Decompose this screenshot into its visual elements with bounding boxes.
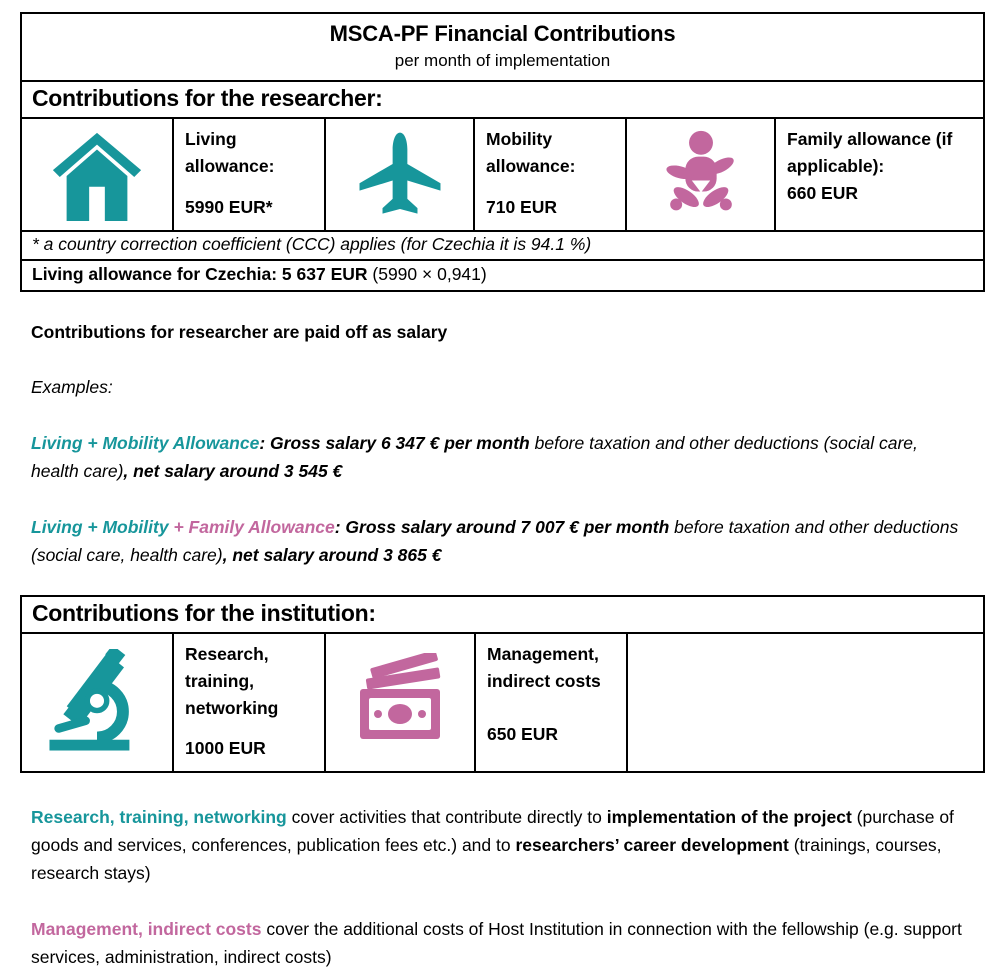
living-allowance-label: Living allowance: [185,129,275,177]
czechia-allowance-calc: (5990 × 0,941) [367,264,487,284]
salary-heading: Contributions for researcher are paid off as salary [31,322,448,342]
banknotes-icon [350,653,450,753]
czechia-allowance-bold: Living allowance for Czechia: 5 637 EUR [32,264,368,284]
salary-section [20,318,970,569]
research-note-r2: (purchase of goods and services, conferences, publication fees etc.) and to [31,807,954,855]
management-icon-cell [324,634,474,771]
house-icon [48,126,146,224]
mobility-allowance-cell [473,119,625,230]
researcher-section-header: Contributions for the researcher: [22,80,983,117]
living-allowance-value: 5990 EUR* [185,196,273,217]
living-allowance-icon-cell [22,119,172,230]
example2-highlight-teal: Living + Mobility [31,517,174,537]
research-note-r1: cover activities that contribute directly to [286,807,607,827]
ccc-footnote: * a country correction coefficient (CCC) applies (for Czechia it is 94.1 %) [22,230,983,259]
table-subtitle: per month of implementation [394,51,611,70]
czechia-allowance-row [22,259,983,290]
management-label: Management, indirect costs [487,644,601,692]
example1-gross: : Gross salary 6 347 € per month [259,433,530,453]
research-value: 1000 EUR [185,737,266,758]
institution-empty-cell [626,634,983,771]
management-cell [474,634,626,771]
plane-icon [354,129,446,221]
research-note-b2: researchers’ career development [515,835,789,855]
research-note-r3: (trainings, courses, research stays) [31,835,942,883]
research-note-highlight: Research, training, networking [31,807,287,827]
research-icon-cell [22,634,172,771]
family-allowance-label: Family allowance (if applicable): [787,129,953,177]
research-label: Research, training, networking [185,644,279,719]
examples-label: Examples: [31,377,113,397]
management-value: 650 EUR [487,724,559,745]
example1-net: , net salary around 3 545 € [123,461,343,481]
mobility-allowance-icon-cell [324,119,473,230]
example1-highlight: Living + Mobility Allowance [31,433,260,453]
example-living-mobility-family [31,513,970,569]
example2-net: , net salary around 3 865 € [222,545,442,565]
mobility-allowance-value: 710 EUR [486,196,558,217]
researcher-table [20,12,985,292]
researcher-cells-row [22,117,983,230]
example-living-mobility [31,429,970,485]
management-note-highlight: Management, indirect costs [31,919,262,939]
management-note-r1: cover the additional costs of Host Institution in connection with the fellowship (e.g. support services, administration, indirect costs) [31,919,962,967]
table-title-cell [22,14,983,80]
family-allowance-cell [774,119,983,230]
notes-section [20,803,970,971]
example1-regular: before taxation and other deductions (social care, health care) [31,433,918,481]
living-allowance-cell [172,119,324,230]
research-note-b1: implementation of the project [606,807,852,827]
research-cell [172,634,324,771]
example2-highlight-pink: + Family Allowance [173,517,335,537]
example2-gross: : Gross salary around 7 007 € per month [334,517,670,537]
microscope-icon [43,649,151,757]
institution-section-header: Contributions for the institution: [32,600,376,626]
table-title: MSCA-PF Financial Contributions [329,21,676,46]
family-allowance-icon-cell [625,119,774,230]
institution-table [20,595,985,773]
example2-regular: before taxation and other deductions (social care, health care) [31,517,959,565]
research-note [31,803,970,887]
institution-cells-row [22,632,983,771]
baby-icon [655,129,747,221]
management-note [31,915,970,971]
mobility-allowance-label: Mobility allowance: [486,129,576,177]
family-allowance-value: 660 EUR [787,183,859,204]
